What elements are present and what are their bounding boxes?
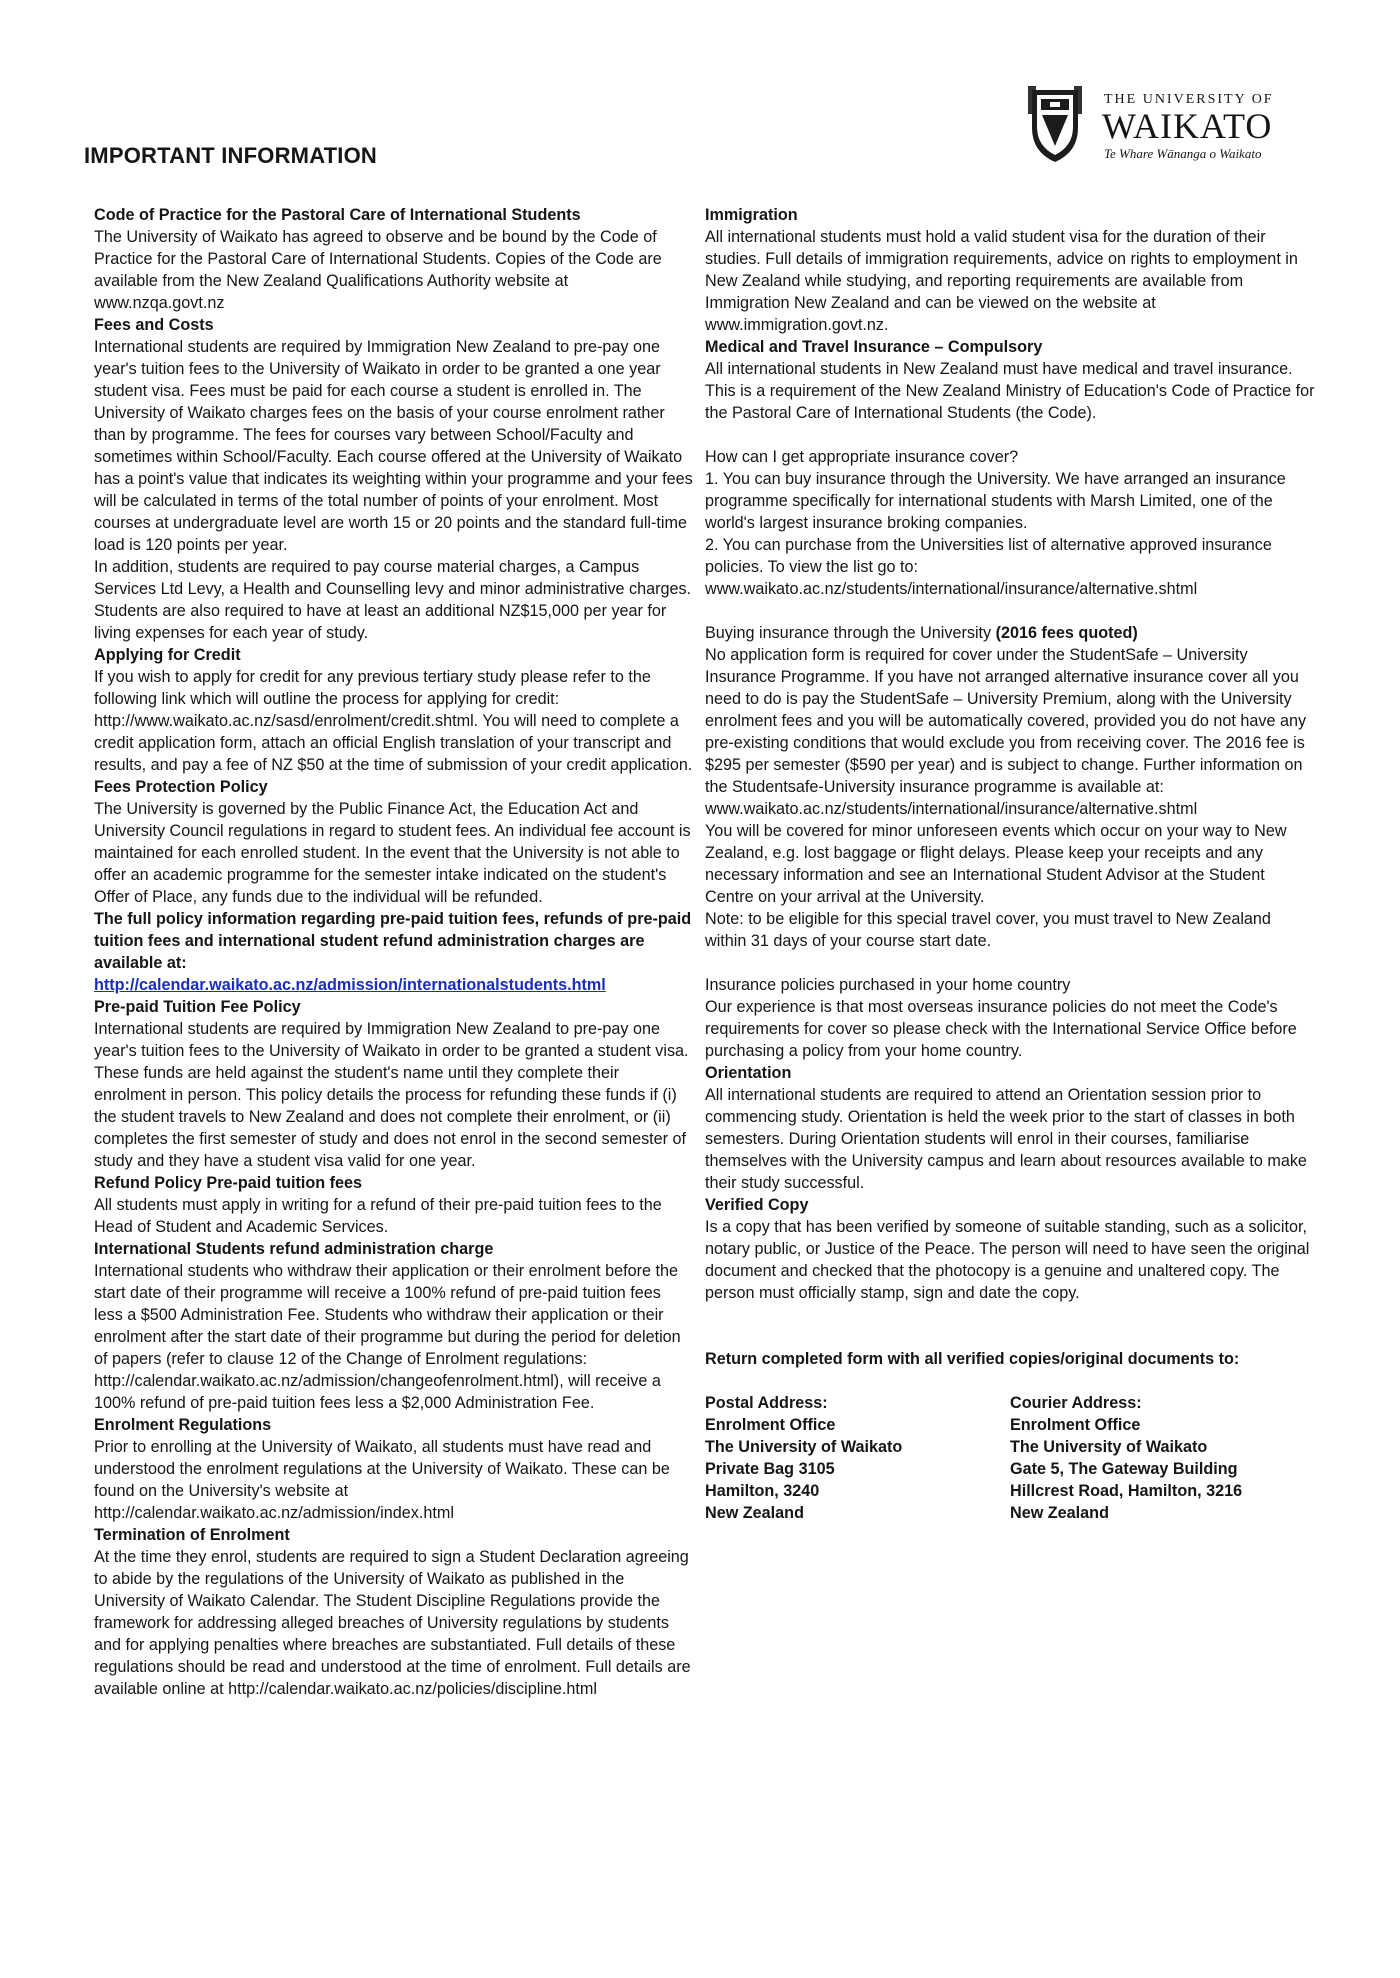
fees-text-additional: In addition, students are required to pay course material charges, a Campus Services Ltd Levy, a Health and Counselling levy and minor administrative charges. Students are also required to have at least an additional NZ$15,000 per year for living expenses for each year of study.: [94, 558, 692, 642]
postal-address-line: Postal Address:: [705, 1394, 828, 1412]
return-form-text: Return completed form with all verified copies/original documents to:: [705, 1350, 1240, 1368]
enrolment-regulations-text: Prior to enrolling at the University of Waikato, all students must have read and understood the enrolment regulations at the University of Waikato. These can be found on the University's website at http://calendar.waikato.ac.nz/admission/index.html: [94, 1438, 670, 1522]
travel-cover-text: You will be covered for minor unforeseen events which occur on your way to New Zealand, e.g. lost baggage or flight delays. Please keep your receipts and any necessary information and see an International Student Advisor at the Student Centre on your arrival at the University.: [705, 822, 1287, 906]
policy-info-text: The full policy information regarding pre-paid tuition fees, refunds of pre-paid tuition fees and international student refund administration charges are available at:: [94, 910, 692, 972]
code-of-practice-heading: Code of Practice for the Pastoral Care of International Students: [94, 206, 581, 224]
addresses: [705, 1392, 1315, 1524]
orientation-heading: Orientation: [705, 1064, 792, 1082]
logo-waikato: WAIKATO: [1102, 106, 1273, 146]
buying-insurance-label: Buying insurance through the University: [705, 624, 992, 642]
buying-insurance-text: No application form is required for cover under the StudentSafe – University Insurance Programme. If you have not arranged alternative insurance cover all you need to do is pay the StudentSafe – University Premium, along with the University enrolment fees and you will be automatically covered, provided you do not have any pre-existing conditions that would exclude you from receiving cover. The 2016 fee is $295 per semester ($590 per year) and is subject to change. Further information on the Studentsafe-University insurance programme is available at: www.waikato.ac.nz/students/international/insurance/alternative.shtml: [705, 646, 1307, 818]
home-insurance-label: Insurance policies purchased in your home country: [705, 976, 1071, 994]
insurance-question: How can I get appropriate insurance cover?: [705, 448, 1019, 466]
credit-heading: Applying for Credit: [94, 646, 241, 664]
postal-address-line: Private Bag 3105: [705, 1460, 835, 1478]
fees-quoted-label: (2016 fees quoted): [995, 624, 1138, 642]
termination-text: At the time they enrol, students are required to sign a Student Declaration agreeing to abide by the regulations of the University of Waikato as published in the University of Waikato Calendar. The Student Discipline Regulations provide the framework for addressing alleged breaches of University regulations by students and for applying penalties where breaches are substantiated. Full details of these regulations should be read and understood at the time of enrolment. Full details are available online at http://calendar.waikato.ac.nz/policies/discipline.html: [94, 1548, 691, 1698]
courier-address-line: Courier Address:: [1010, 1394, 1142, 1412]
courier-address-line: The University of Waikato: [1010, 1438, 1208, 1456]
verified-copy-heading: Verified Copy: [705, 1196, 809, 1214]
postal-address-line: Enrolment Office: [705, 1416, 836, 1434]
insurance-text: All international students in New Zealand must have medical and travel insurance. This is a requirement of the New Zealand Ministry of Education's Code of Practice for the Pastoral Care of International Students (the Code).: [705, 360, 1315, 422]
logo-university-of: THE UNIVERSITY OF: [1104, 92, 1274, 107]
courier-address-line: Hillcrest Road, Hamilton, 3216: [1010, 1482, 1243, 1500]
buying-insurance-line: [705, 622, 1315, 644]
prepaid-text: International students are required by Immigration New Zealand to pre-pay one year's tuition fees to the University of Waikato in order to be granted a student visa. These funds are held against the student's name until they complete their enrolment in person. This policy details the process for refunding these funds if (i) the student travels to New Zealand and does not complete their enrolment, or (ii) completes the first semester of study and does not enrol in the second semester of study and they have a student visa valid for one year.: [94, 1020, 689, 1170]
orientation-text: All international students are required to attend an Orientation session prior to commencing study. Orientation is held the week prior to the start of classes in both semesters. During Orientation students will enrol in their courses, familiarise themselves with the University campus and learn about resources available to make their study successful.: [705, 1086, 1307, 1192]
postal-address-line: Hamilton, 3240: [705, 1482, 820, 1500]
refund-heading: Refund Policy Pre-paid tuition fees: [94, 1174, 363, 1192]
university-logo: [1020, 84, 1290, 168]
refund-text: All students must apply in writing for a refund of their pre-paid tuition fees to the Head of Student and Academic Services.: [94, 1196, 662, 1236]
fees-text: International students are required by Immigration New Zealand to pre-pay one year's tuition fees to the University of Waikato in order to be granted a one year student visa. Fees must be paid for each course a student is enrolled in. The University of Waikato charges fees on the basis of your course enrolment rather than by programme. The fees for courses vary between School/Faculty and sometimes within School/Faculty. Each course offered at the University of Waikato has a point's value that indicates its weighting within your programme and your fees will be calculated in terms of the total number of points of your enrolment. Most courses at undergraduate level are worth 15 or 20 points and the standard full-time load is 120 points per year.: [94, 338, 693, 554]
right-column: [705, 204, 1315, 1524]
immigration-heading: Immigration: [705, 206, 798, 224]
courier-address-line: Gate 5, The Gateway Building: [1010, 1460, 1238, 1478]
travel-cover-note: Note: to be eligible for this special travel cover, you must travel to New Zealand within 31 days of your course start date.: [705, 910, 1271, 950]
left-column: [94, 204, 694, 1700]
logo-maori-name: Te Whare Wānanga o Waikato: [1104, 146, 1262, 161]
insurance-option-1: 1. You can buy insurance through the University. We have arranged an insurance programme specifically for international students with Marsh Limited, one of the world's largest insurance broking companies.: [705, 470, 1286, 532]
insurance-option-2: 2. You can purchase from the Universities list of alternative approved insurance policies. To view the list go to: www.waikato.ac.nz/students/international/insurance/alternative.shtml: [705, 536, 1272, 598]
admin-charge-heading: International Students refund administration charge: [94, 1240, 494, 1258]
verified-copy-text: Is a copy that has been verified by someone of suitable standing, such as a solicitor, notary public, or Justice of the Peace. The person will need to have seen the original document and checked that the photocopy is a genuine and unaltered copy. The person must officially stamp, sign and date the copy.: [705, 1218, 1310, 1302]
insurance-heading: Medical and Travel Insurance – Compulsory: [705, 338, 1043, 356]
page-title: IMPORTANT INFORMATION: [84, 143, 378, 168]
code-of-practice-text: The University of Waikato has agreed to observe and be bound by the Code of Practice for the Pastoral Care of International Students. Copies of the Code are available from the New Zealand Qualifications Authority website at www.nzqa.govt.nz: [94, 228, 662, 312]
credit-text: If you wish to apply for credit for any previous tertiary study please refer to the following link which will outline the process for applying for credit: http://www.waikato.ac.nz/sasd/enrolment/credit.shtml. You will need to complete a credit application form, attach an official English translation of your transcript and results, and pay a fee of NZ $50 at the time of submission of your credit application.: [94, 668, 693, 774]
courier-address-line: Enrolment Office: [1010, 1416, 1141, 1434]
immigration-text: All international students must hold a valid student visa for the duration of their studies. Full details of immigration requirements, advice on rights to employment in New Zealand while studying, and reporting requirements are available from Immigration New Zealand and can be viewed on the website at www.immigration.govt.nz.: [705, 228, 1298, 334]
policy-link[interactable]: http://calendar.waikato.ac.nz/admission/internationalstudents.html: [94, 976, 606, 994]
postal-address-line: The University of Waikato: [705, 1438, 903, 1456]
prepaid-heading: Pre-paid Tuition Fee Policy: [94, 998, 301, 1016]
fees-protection-heading: Fees Protection Policy: [94, 778, 268, 796]
fees-protection-text: The University is governed by the Public Finance Act, the Education Act and University Council regulations in regard to student fees. An individual fee account is maintained for each enrolled student. In the event that the University is not able to offer an academic programme for the semester intake indicated on the student's Offer of Place, any funds due to the individual will be refunded.: [94, 800, 691, 906]
courier-address: [1010, 1392, 1315, 1524]
home-insurance-text: Our experience is that most overseas insurance policies do not meet the Code's requirements for cover so please check with the International Service Office before purchasing a policy from your home country.: [705, 998, 1297, 1060]
termination-heading: Termination of Enrolment: [94, 1526, 290, 1544]
crest-icon: [1028, 84, 1082, 164]
enrolment-regulations-heading: Enrolment Regulations: [94, 1416, 272, 1434]
fees-heading: Fees and Costs: [94, 316, 214, 334]
courier-address-line: New Zealand: [1010, 1504, 1109, 1522]
postal-address-line: New Zealand: [705, 1504, 804, 1522]
admin-charge-text: International students who withdraw their application or their enrolment before the start date of their programme will receive a 100% refund of pre-paid tuition fees less a $500 Administration Fee. Students who withdraw their application or their enrolment after the start date of their programme but during the period for deletion of papers (refer to clause 12 of the Change of Enrolment regulations: http://calendar.waikato.ac.nz/admission/changeofenrolment.html), will receive a 100% refund of pre-paid tuition fees less a $2,000 Administration Fee.: [94, 1262, 681, 1412]
postal-address: [705, 1392, 1010, 1524]
